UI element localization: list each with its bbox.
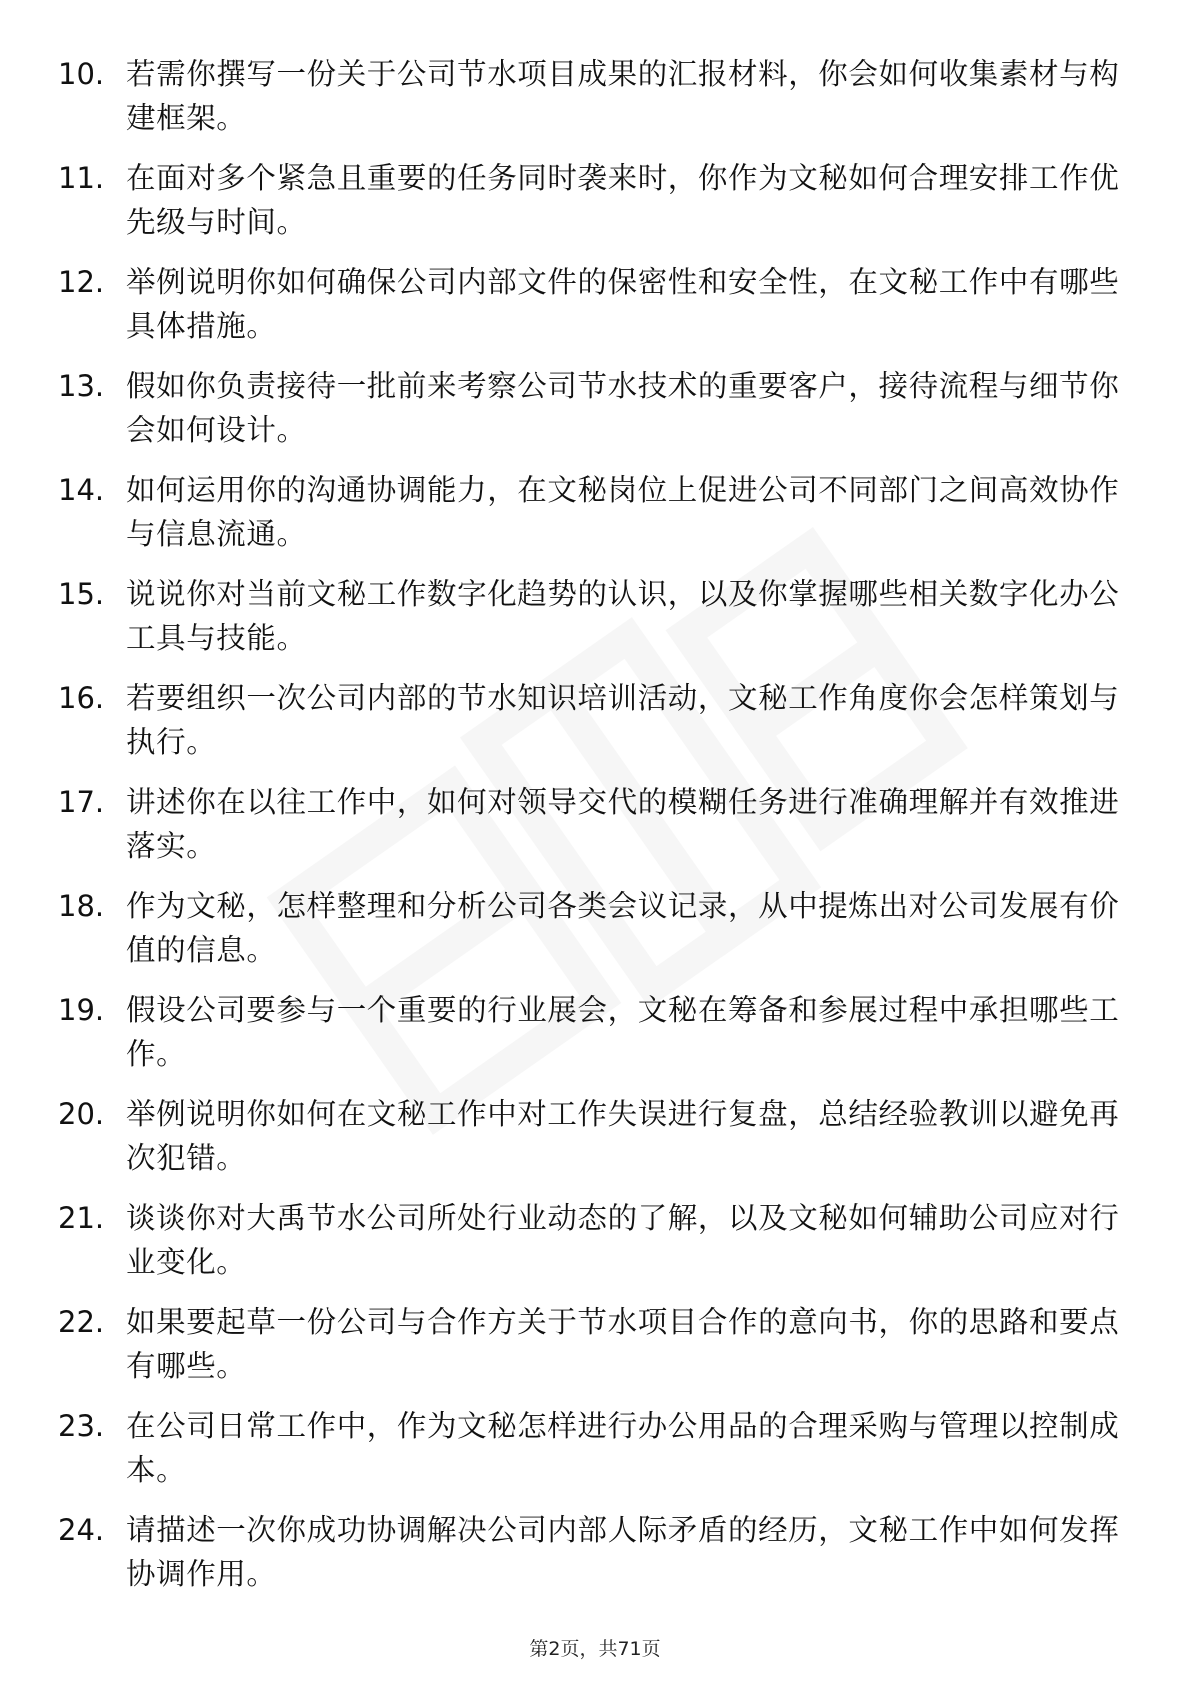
question-number: 17.	[58, 785, 105, 819]
question-item	[58, 1508, 1133, 1612]
question-text: 请描述一次你成功协调解决公司内部人际矛盾的经历，文秘工作中如何发挥协调作用。	[126, 1513, 1120, 1591]
question-number: 11.	[58, 161, 105, 195]
question-item	[58, 364, 1133, 468]
question-text: 在公司日常工作中，作为文秘怎样进行办公用品的合理采购与管理以控制成本。	[126, 1409, 1120, 1487]
question-item	[58, 52, 1133, 156]
question-item	[58, 572, 1133, 676]
question-item	[58, 1300, 1133, 1404]
question-text: 假设公司要参与一个重要的行业展会，文秘在筹备和参展过程中承担哪些工作。	[126, 993, 1120, 1071]
question-number: 23.	[58, 1409, 105, 1443]
question-number: 10.	[58, 57, 105, 91]
question-text: 若需你撰写一份关于公司节水项目成果的汇报材料，你会如何收集素材与构建框架。	[126, 57, 1120, 135]
question-item	[58, 468, 1133, 572]
question-list	[58, 52, 1133, 1612]
question-text: 如果要起草一份公司与合作方关于节水项目合作的意向书，你的思路和要点有哪些。	[126, 1305, 1120, 1383]
question-item	[58, 1404, 1133, 1508]
question-number: 16.	[58, 681, 105, 715]
question-number: 19.	[58, 993, 105, 1027]
question-text: 举例说明你如何确保公司内部文件的保密性和安全性，在文秘工作中有哪些具体措施。	[126, 265, 1120, 343]
question-text: 举例说明你如何在文秘工作中对工作失误进行复盘，总结经验教训以避免再次犯错。	[126, 1097, 1120, 1175]
page-number: 第2页，共71页	[529, 1638, 661, 1660]
question-text: 作为文秘，怎样整理和分析公司各类会议记录，从中提炼出对公司发展有价值的信息。	[126, 889, 1120, 967]
question-number: 21.	[58, 1201, 105, 1235]
question-number: 13.	[58, 369, 105, 403]
question-number: 15.	[58, 577, 105, 611]
question-item	[58, 260, 1133, 364]
question-item	[58, 988, 1133, 1092]
question-item	[58, 676, 1133, 780]
question-number: 12.	[58, 265, 105, 299]
question-item	[58, 884, 1133, 988]
question-number: 18.	[58, 889, 105, 923]
question-text: 若要组织一次公司内部的节水知识培训活动，文秘工作角度你会怎样策划与执行。	[126, 681, 1120, 759]
question-number: 20.	[58, 1097, 105, 1131]
question-text: 假如你负责接待一批前来考察公司节水技术的重要客户，接待流程与细节你会如何设计。	[126, 369, 1120, 447]
question-number: 24.	[58, 1513, 105, 1547]
question-text: 说说你对当前文秘工作数字化趋势的认识，以及你掌握哪些相关数字化办公工具与技能。	[126, 577, 1120, 655]
question-item	[58, 1092, 1133, 1196]
question-text: 讲述你在以往工作中，如何对领导交代的模糊任务进行准确理解并有效推进落实。	[126, 785, 1120, 863]
question-number: 14.	[58, 473, 105, 507]
question-text: 谈谈你对大禹节水公司所处行业动态的了解，以及文秘如何辅助公司应对行业变化。	[126, 1201, 1120, 1279]
question-text: 在面对多个紧急且重要的任务同时袭来时，你作为文秘如何合理安排工作优先级与时间。	[126, 161, 1120, 239]
question-text: 如何运用你的沟通协调能力，在文秘岗位上促进公司不同部门之间高效协作与信息流通。	[126, 473, 1120, 551]
question-item	[58, 156, 1133, 260]
question-item	[58, 1196, 1133, 1300]
question-item	[58, 780, 1133, 884]
question-number: 22.	[58, 1305, 105, 1339]
